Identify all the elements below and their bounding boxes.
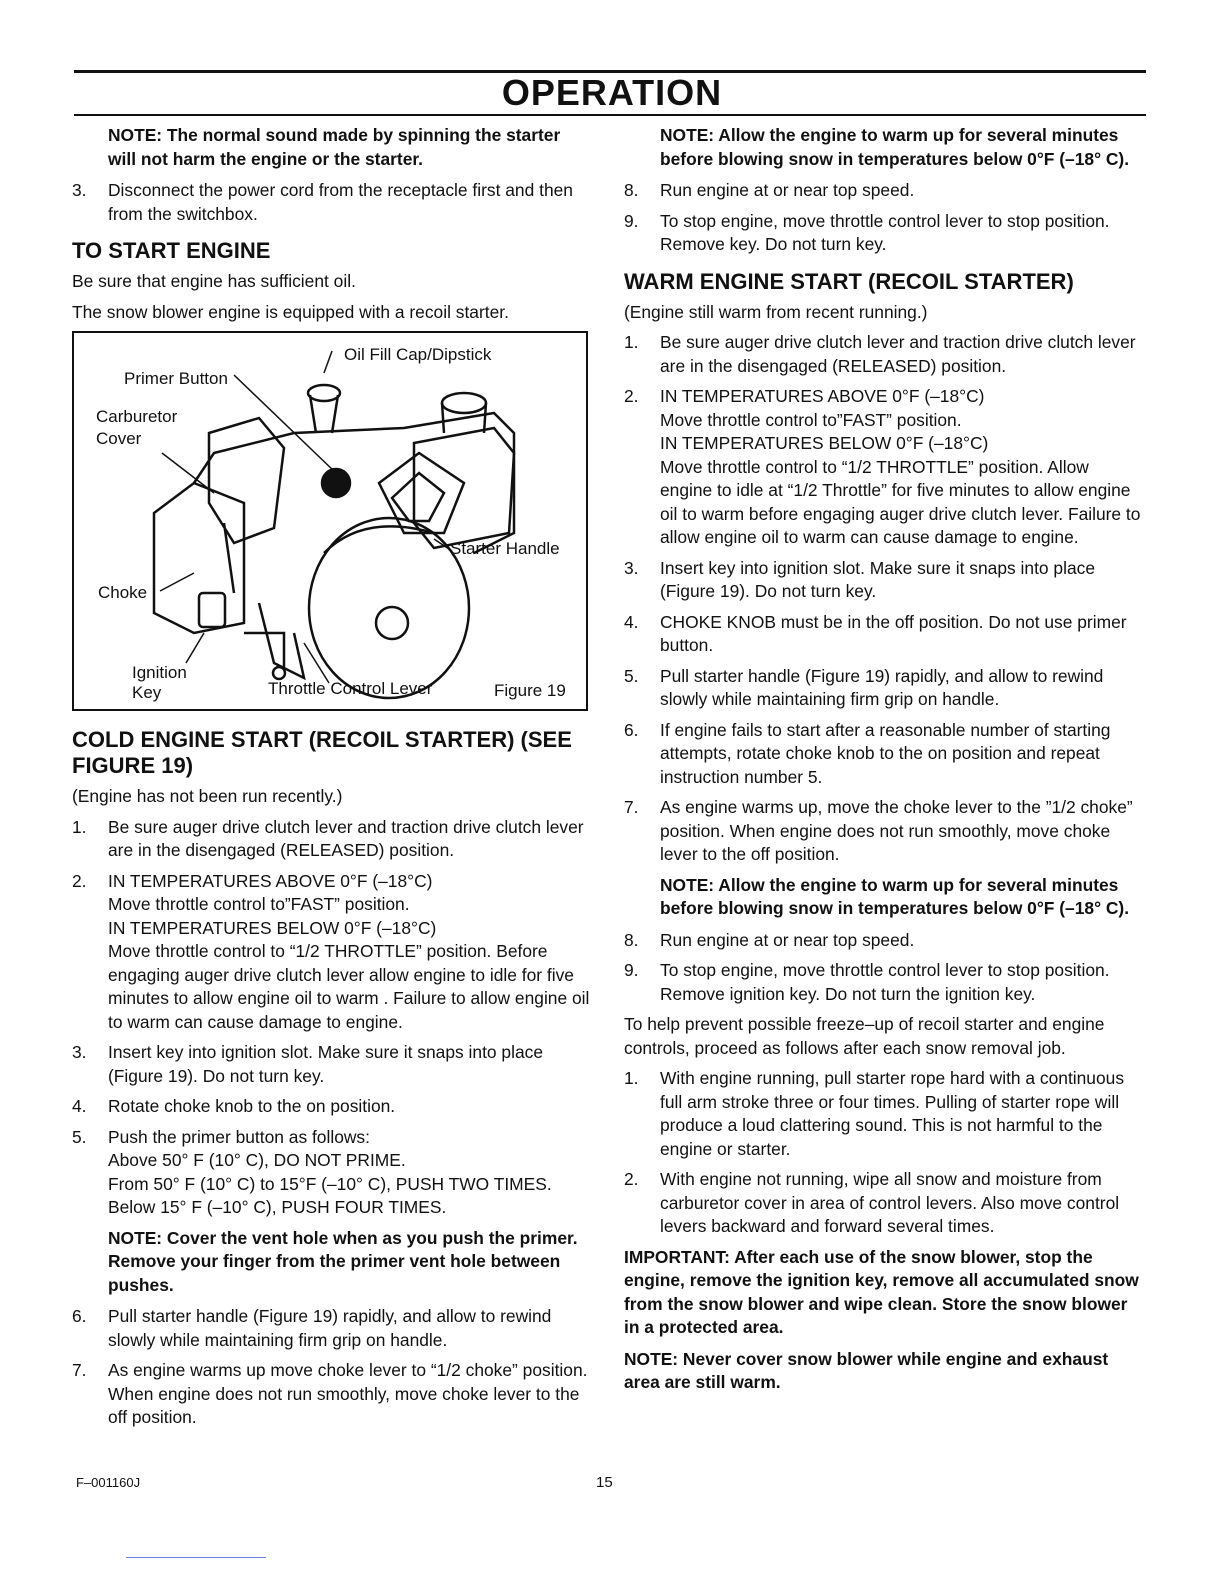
item-number: 4.: [72, 1096, 87, 1116]
list-item: [624, 959, 1142, 1006]
item-line: CHOKE KNOB must be in the off position. Do not use primer button.: [660, 611, 1127, 655]
warm-up-note: NOTE: Allow the engine to warm up for several minutes before blowing snow in temperatures below 0°F (–18° C).: [660, 874, 1130, 918]
warm-start-list: [624, 331, 1142, 867]
item-number: 3.: [72, 1042, 87, 1062]
list-item: [624, 1168, 1142, 1239]
list-item: [72, 816, 590, 863]
cold-start-list-continued: [72, 1305, 590, 1430]
item-number: 2.: [624, 386, 639, 406]
item-line: Above 50° F (10° C), DO NOT PRIME.: [108, 1150, 406, 1170]
item-line: IN TEMPERATURES BELOW 0°F (–18°C): [108, 917, 437, 938]
item-number: 5.: [72, 1126, 87, 1147]
list-item: [72, 1359, 590, 1430]
left-column: [72, 124, 590, 1437]
item-number: 3.: [624, 557, 639, 578]
item-line: Push the primer button as follows:: [108, 1126, 370, 1147]
item-number: 5.: [624, 665, 639, 686]
item-number: 1.: [72, 816, 87, 837]
oil-fill-cap-label: Oil Fill Cap/Dipstick: [344, 345, 492, 364]
item-line: Be sure auger drive clutch lever and traction drive clutch lever are in the disengaged (RELEASED) position.: [108, 816, 584, 860]
item-line: Move throttle control to “1/2 THROTTLE” position. Allow engine to idle at “1/2 Throttle” for five minutes to allow engine oil to warm before engaging auger drive clutch lever. Failure to allow engine oil to warm can cause damage to engine.: [660, 456, 1141, 547]
ignition-label: Ignition: [132, 663, 187, 682]
bottom-link-underline: [126, 1557, 266, 1558]
list-item: [72, 1126, 590, 1220]
item-number: 6.: [72, 1306, 87, 1326]
cold-engine-heading: COLD ENGINE START (RECOIL STARTER) (SEE FIGURE 19): [72, 727, 572, 778]
to-start-engine-heading: TO START ENGINE: [72, 238, 271, 263]
right-column: [624, 124, 1142, 1403]
item-line: IN TEMPERATURES BELOW 0°F (–18°C): [660, 433, 989, 453]
primer-vent-note: NOTE: Cover the vent hole when as you push the primer. Remove your finger from the primer vent hole between pushes.: [108, 1227, 578, 1295]
primer-button-label: Primer Button: [124, 369, 228, 388]
list-item: [624, 179, 1142, 203]
item-line: If engine fails to start after a reasonable number of starting attempts, rotate choke knob to the on position and repeat instruction number 5.: [660, 719, 1111, 787]
item-number: 3.: [72, 180, 87, 200]
item-text: Run engine at or near top speed.: [660, 180, 915, 200]
list-item: [624, 1067, 1142, 1161]
cold-start-list: [72, 816, 590, 1220]
final-note: NOTE: Never cover snow blower while engine and exhaust area are still warm.: [624, 1348, 1109, 1392]
item-number: 2.: [624, 1169, 639, 1189]
item-line: Move throttle control to “1/2 THROTTLE” position. Before engaging auger drive clutch lever allow engine to idle for five minutes to allow engine oil to warm . Failure to allow engine oil to warm can cause damage to engine.: [108, 941, 590, 1032]
item-line: Pull starter handle (Figure 19) rapidly, and allow to rewind slowly while maintaining firm grip on handle.: [660, 665, 1104, 709]
warm-engine-heading: WARM ENGINE START (RECOIL STARTER): [624, 268, 1074, 294]
choke-label: Choke: [98, 583, 148, 602]
list-item: [624, 611, 1142, 658]
document-code: F–001160J: [76, 1475, 141, 1490]
item-text: Run engine at or near top speed.: [660, 929, 915, 950]
list-item: [72, 870, 590, 1035]
starter-sound-note: NOTE: The normal sound made by spinning the starter will not harm the engine or the starter.: [108, 125, 561, 169]
warm-engine-subtitle: (Engine still warm from recent running.): [624, 301, 928, 322]
item-line: Rotate choke knob to the on position.: [108, 1096, 396, 1116]
item-text: With engine running, pull starter rope hard with a continuous full arm stroke three or four times. Pulling of starter rope will produce a loud clattering sound. This is not harmful to the engine or starter.: [660, 1068, 1125, 1159]
cold-start-list-end: [624, 179, 1142, 257]
item-text: Pull starter handle (Figure 19) rapidly, and allow to rewind slowly while maintaining firm grip on handle.: [108, 1306, 552, 1350]
item-text: As engine warms up move choke lever to “1/2 choke” position. When engine does not run smoothly, move choke lever to the off position.: [108, 1360, 588, 1427]
item-number: 7.: [624, 797, 639, 817]
item-text: To stop engine, move throttle control lever to stop position. Remove ignition key. Do not turn the ignition key.: [660, 960, 1110, 1004]
header-rule-bottom: [74, 114, 1146, 116]
item-number: 9.: [624, 210, 639, 231]
item-line: As engine warms up, move the choke lever to the ”1/2 choke” position. When engine does not run smoothly, move choke lever to the off position.: [660, 797, 1133, 864]
item-number: 1.: [624, 332, 639, 352]
item-number: 8.: [624, 929, 639, 950]
warm-start-list-continued: [624, 929, 1142, 1007]
list-item: [624, 557, 1142, 604]
list-item: [72, 1305, 590, 1352]
item-line: Move throttle control to”FAST” position.: [108, 894, 410, 914]
freeze-up-paragraph: To help prevent possible freeze–up of recoil starter and engine controls, proceed as follows after each snow removal job.: [624, 1014, 1105, 1058]
item-line: From 50° F (10° C) to 15°F (–10° C), PUSH TWO TIMES.: [108, 1173, 552, 1194]
prep-list: [72, 179, 590, 226]
item-number: 8.: [624, 180, 639, 200]
item-line: Insert key into ignition slot. Make sure it snaps into place (Figure 19). Do not turn key.: [660, 557, 1095, 601]
item-number: 1.: [624, 1068, 639, 1088]
item-line: IN TEMPERATURES ABOVE 0°F (–18°C): [108, 870, 433, 891]
item-number: 6.: [624, 719, 639, 740]
carburetor-label: Carburetor: [96, 407, 178, 426]
carburetor-cover-label: Cover: [96, 429, 142, 448]
list-item: [72, 179, 590, 226]
page-number: 15: [596, 1474, 613, 1491]
item-line: IN TEMPERATURES ABOVE 0°F (–18°C): [660, 386, 985, 406]
cold-engine-subtitle: (Engine has not been run recently.): [72, 786, 343, 806]
item-text: With engine not running, wipe all snow and moisture from carburetor cover in area of control levers. Also move control levers backward and forward several times.: [660, 1169, 1120, 1236]
item-line: Move throttle control to”FAST” position.: [660, 409, 962, 430]
page-title: OPERATION: [501, 72, 723, 113]
list-item: [624, 796, 1142, 867]
figure-caption: Figure 19: [494, 681, 566, 700]
item-number: 4.: [624, 611, 639, 632]
warm-up-note-top: NOTE: Allow the engine to warm up for several minutes before blowing snow in temperatures below 0°F (–18° C).: [660, 125, 1130, 169]
list-item: [624, 385, 1142, 550]
figure-19: [72, 331, 588, 711]
item-line: Below 15° F (–10° C), PUSH FOUR TIMES.: [108, 1197, 447, 1217]
list-item: [72, 1095, 590, 1119]
list-item: [624, 210, 1142, 257]
item-text: To stop engine, move throttle control lever to stop position. Remove key. Do not turn key.: [660, 210, 1110, 254]
list-item: [624, 331, 1142, 378]
important-notice: IMPORTANT: After each use of the snow blower, stop the engine, remove the ignition key, remove all accumulated snow from the snow blower and wipe clean. Store the snow blower in a protected area.: [624, 1246, 1139, 1337]
recoil-starter-text: The snow blower engine is equipped with a recoil starter.: [72, 301, 509, 322]
list-item: [624, 665, 1142, 712]
item-line: Insert key into ignition slot. Make sure it snaps into place (Figure 19). Do not turn key.: [108, 1042, 543, 1086]
list-item: [624, 929, 1142, 953]
starter-handle-label: Starter Handle: [450, 539, 560, 558]
item-number: 9.: [624, 960, 639, 980]
item-text: Disconnect the power cord from the receptacle first and then from the switchbox.: [108, 180, 573, 224]
freeze-up-list: [624, 1067, 1142, 1239]
list-item: [72, 1041, 590, 1088]
throttle-lever-label: Throttle Control Lever: [268, 679, 433, 698]
item-number: 2.: [72, 870, 87, 891]
oil-check-text: Be sure that engine has sufficient oil.: [72, 271, 356, 291]
item-number: 7.: [72, 1360, 87, 1380]
item-line: Be sure auger drive clutch lever and traction drive clutch lever are in the disengaged (RELEASED) position.: [660, 332, 1136, 376]
list-item: [624, 719, 1142, 790]
ignition-key-label: Key: [132, 683, 162, 702]
